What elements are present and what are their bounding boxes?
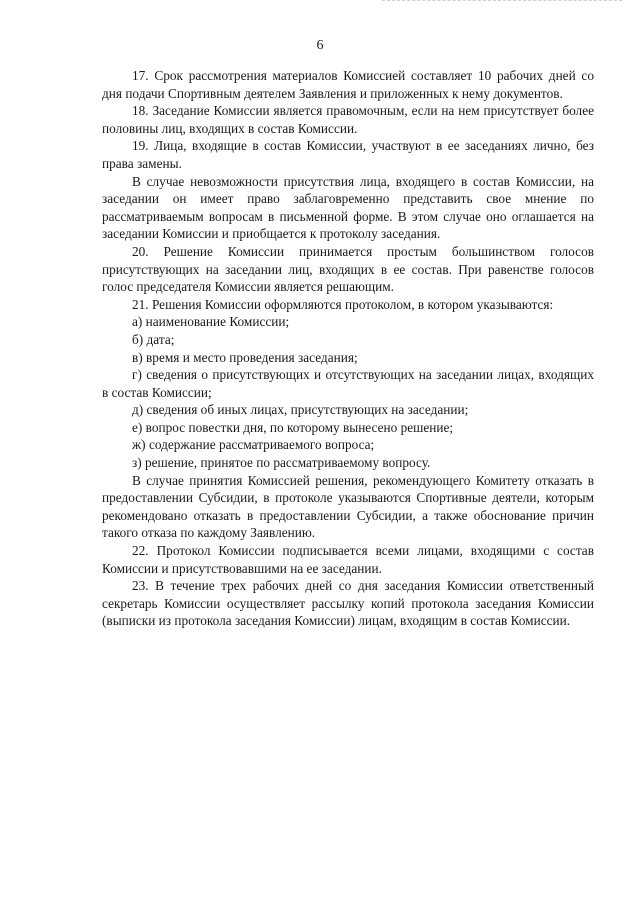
list-item-v: в) время и место проведения заседания;: [132, 349, 358, 365]
paragraph-22: 22. Протокол Комиссии подписывается всеми лицами, входящими с состав Комиссии и присутствовавшими на ее заседании.: [102, 543, 594, 576]
paragraph-19: 19. Лица, входящие в состав Комиссии, участвуют в ее заседаниях лично, без права замены.: [102, 138, 594, 171]
paragraph-21: 21. Решения Комиссии оформляются протоколом, в котором указываются:: [132, 296, 554, 312]
list-item-zh: ж) содержание рассматриваемого вопроса;: [132, 437, 375, 453]
list-item-d: д) сведения об иных лицах, присутствующих на заседании;: [132, 402, 469, 418]
paragraph-17: 17. Срок рассмотрения материалов Комиссией составляет 10 рабочих дней со дня подачи Спортивным деятелем Заявления и приложенных к нему документов.: [102, 68, 594, 101]
list-item-e: е) вопрос повестки дня, по которому вынесено решение;: [132, 419, 454, 435]
paragraph-18: 18. Заседание Комиссии является правомочным, если на нем присутствует более половины лиц, входящих в состав Комиссии.: [102, 103, 594, 136]
paragraph-21-refusal: В случае принятия Комиссией решения, рекомендующего Комитету отказать в предоставлении Субсидии, в протоколе указываются Спортивные деятели, которым рекомендовано отказать в предоставлении Субсидии, а также обоснование причин такого отказа по каждому Заявлению.: [102, 472, 594, 541]
list-item-b: б) дата;: [132, 331, 175, 347]
paragraph-19-absence: В случае невозможности присутствия лица, входящего в состав Комиссии, на заседании он имеет право заблаговременно представить свое мнение по рассматриваемым вопросам в письменной форме. В этом случае оно оглашается на заседании Комиссии и приобщается к протоколу заседания.: [102, 173, 594, 242]
list-item-z: з) решение, принятое по рассматриваемому вопросу.: [132, 455, 431, 471]
paragraph-23: 23. В течение трех рабочих дней со дня заседания Комиссии ответственный секретарь Комиссии осуществляет рассылку копий протокола заседания Комиссии (выписки из протокола заседания Комиссии) лицам, входящим в состав Комиссии.: [102, 578, 594, 629]
paragraph-20: 20. Решение Комиссии принимается простым большинством голосов присутствующих на заседании лиц, входящих в ее состав. При равенстве голосов голос председателя Комиссии является решающим.: [102, 243, 594, 295]
page-number: 6: [316, 38, 324, 53]
document-body: [102, 67, 594, 630]
list-item-a: а) наименование Комиссии;: [132, 314, 290, 330]
list-item-g: г) сведения о присутствующих и отсутствующих на заседании лицах, входящих в состав Комиссии;: [102, 367, 594, 400]
scan-artifact: [382, 0, 622, 7]
